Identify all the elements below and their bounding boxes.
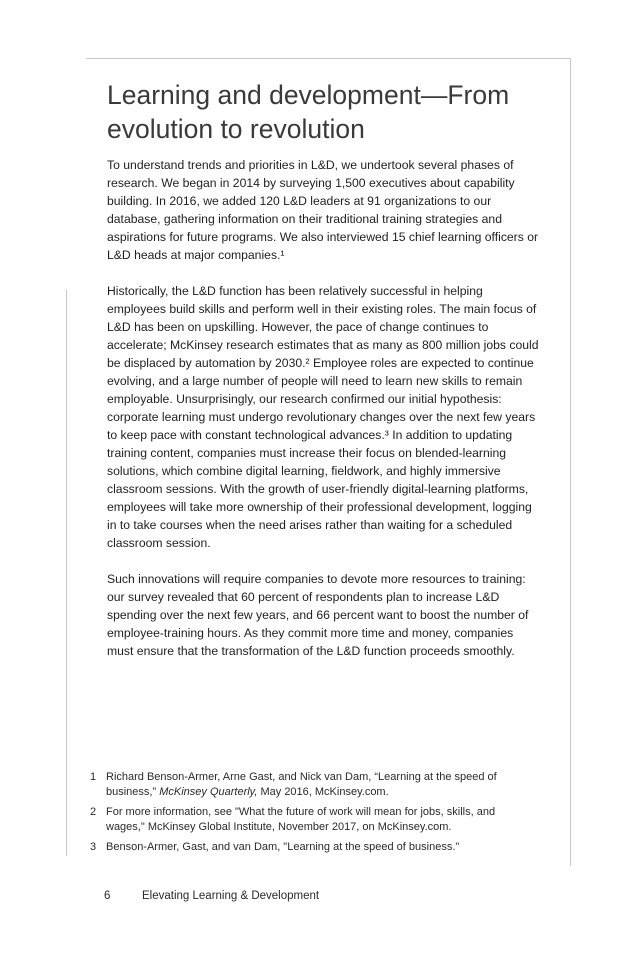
footnote-publication: McKinsey Quarterly,	[159, 786, 258, 798]
footnote-number: 3	[90, 841, 97, 853]
page-number: 6	[104, 890, 111, 902]
frame-left-rule	[66, 290, 67, 856]
paragraph-history: Historically, the L&D function has been relatively successful in helping employees build skills and perform well in their existing roles. The main focus of L&D has been on upskilling. However, the pace of change continues to accelerate; McKinsey research estimates that as many as 800 million jobs could be displaced by automation by 2030.² Employee roles are expected to continue evolving, and a large number of people will need to learn new skills to remain employable. Unsurprisingly, our research confirmed our initial hypothesis: corporate learning must undergo revolutionary changes over the next few years to keep pace with constant technological advances.³ In addition to updating training content, companies must increase their focus on blended-learning solutions, which combine digital learning, fieldwork, and highly immersive classroom sessions. With the growth of user-friendly digital-learning platforms, employees will take more ownership of their professional development, logging in to take courses when the need arises rather than waiting for a scheduled classroom session.	[107, 284, 539, 550]
footnote-text	[106, 770, 530, 800]
frame-right-rule	[570, 58, 571, 866]
footnote-1	[90, 770, 530, 800]
frame-top-rule	[86, 58, 571, 59]
footnote-text-start: Richard Benson-Armer, Arne Gast, and Nick van Dam, “Learning at the speed of business,”	[106, 771, 497, 798]
footnote-number: 1	[90, 771, 97, 783]
footnote-3	[90, 840, 530, 855]
page-footer	[104, 890, 319, 902]
publication-title: Elevating Learning & Development	[142, 890, 320, 902]
footnote-text: Benson-Armer, Gast, and van Dam, "Learning at the speed of business."	[106, 841, 460, 853]
footnote-number: 2	[90, 806, 97, 818]
footnotes	[90, 770, 530, 860]
paragraph-innovations: Such innovations will require companies to devote more resources to training: our survey revealed that 60 percent of respondents plan to increase L&D spending over the next few years, and 66 percent want to boost the number of employee-training hours. As they commit more time and money, companies must ensure that the transformation of the L&D function proceeds smoothly.	[107, 572, 529, 658]
body-text	[107, 156, 539, 678]
page-title: Learning and development—From evolution to revolution	[107, 80, 510, 144]
paragraph-research-phases: To understand trends and priorities in L&D, we undertook several phases of research. We began in 2014 by surveying 1,500 executives about capability building. In 2016, we added 120 L&D leaders at 91 organizations to our database, gathering information on their traditional training strategies and aspirations for future programs. We also interviewed 15 chief learning officers or L&D heads at major companies.¹	[107, 158, 539, 262]
footnote-2	[90, 805, 530, 835]
footnote-text-end: May 2016, McKinsey.com.	[257, 786, 389, 798]
footnote-text: For more information, see "What the future of work will mean for jobs, skills, and wages," McKinsey Global Institute, November 2017, on McKinsey.com.	[106, 806, 496, 833]
